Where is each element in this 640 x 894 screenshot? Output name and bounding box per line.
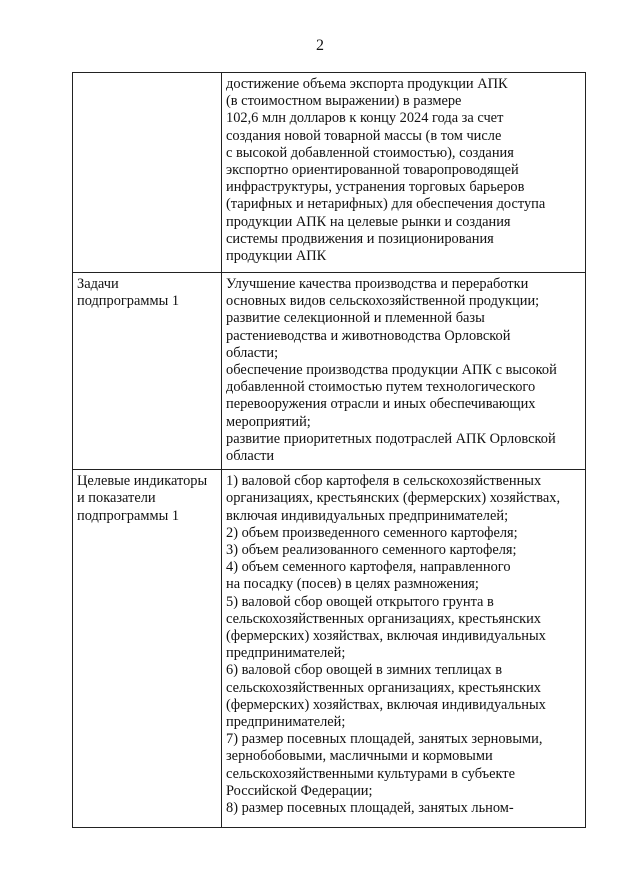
text-line: 102,6 млн долларов к концу 2024 года за счет xyxy=(226,110,504,127)
text-line: включая индивидуальных предпринимателей; xyxy=(226,507,509,524)
text-line: Российской Федерации; xyxy=(226,782,373,799)
table-row-indicators xyxy=(73,470,586,828)
text-line: достижение объема экспорта продукции АПК xyxy=(226,76,508,92)
row-label-empty xyxy=(73,73,222,273)
label-line: подпрограммы 1 xyxy=(77,507,180,524)
text-line: развитие приоритетных подотраслей АПК Орловской xyxy=(226,430,556,447)
text-line: сельскохозяйственными культурами в субъекте xyxy=(226,765,515,782)
text-line: добавленной стоимостью путем технологического xyxy=(226,379,536,396)
table-row-tasks xyxy=(73,273,586,470)
subprogram-passport-table xyxy=(72,72,586,828)
text-line: на посадку (посев) в целях размножения; xyxy=(226,576,479,593)
text-line: (тарифных и нетарифных) для обеспечения доступа xyxy=(226,196,546,213)
text-line: сельскохозяйственных организациях, крестьянских xyxy=(226,610,541,627)
text-line: с высокой добавленной стоимостью), создания xyxy=(226,144,514,161)
text-line: области xyxy=(226,448,275,465)
text-line: 7) размер посевных площадей, занятых зерновыми, xyxy=(226,731,543,748)
text-line: 5) валовой сбор овощей открытого грунта в xyxy=(226,593,494,610)
text-line: (в стоимостном выражении) в размере xyxy=(226,93,462,110)
text-line: продукции АПК xyxy=(226,248,327,265)
goal-continuation-text xyxy=(222,73,586,273)
text-line: растениеводства и животноводства Орловской xyxy=(226,327,511,344)
text-line: экспортно ориентированной товаропроводящей xyxy=(226,162,519,179)
text-line: Улучшение качества производства и переработки xyxy=(226,276,529,292)
text-line: основных видов сельскохозяйственной продукции; xyxy=(226,293,540,310)
text-line: 2) объем произведенного семенного картофеля; xyxy=(226,524,518,541)
table-row-goal-continuation xyxy=(73,73,586,273)
text-line: области; xyxy=(226,344,279,361)
page-number: 2 xyxy=(316,37,324,54)
tasks-text xyxy=(222,273,586,470)
text-line: 3) объем реализованного семенного картофеля; xyxy=(226,542,517,559)
text-line: перевооружения отрасли и иных обеспечивающих xyxy=(226,396,536,413)
text-line: мероприятий; xyxy=(226,413,311,430)
text-line: продукции АПК на целевые рынки и создания xyxy=(226,213,511,230)
text-line: 4) объем семенного картофеля, направленного xyxy=(226,559,511,576)
text-line: предпринимателей; xyxy=(226,645,346,662)
text-line: инфраструктуры, устранения торговых барьеров xyxy=(226,179,525,196)
text-line: предпринимателей; xyxy=(226,714,346,731)
indicators-text xyxy=(222,470,586,828)
text-line: развитие селекционной и племенной базы xyxy=(226,310,485,327)
row-label-indicators xyxy=(73,470,222,828)
text-line: сельскохозяйственных организациях, крестьянских xyxy=(226,679,541,696)
text-line: организациях, крестьянских (фермерских) хозяйствах, xyxy=(226,490,561,507)
text-line: обеспечение производства продукции АПК с высокой xyxy=(226,362,557,379)
text-line: (фермерских) хозяйствах, включая индивидуальных xyxy=(226,696,546,713)
text-line: (фермерских) хозяйствах, включая индивидуальных xyxy=(226,628,546,645)
text-line: системы продвижения и позиционирования xyxy=(226,230,494,247)
text-line: зернобобовыми, масличными и кормовыми xyxy=(226,748,493,765)
text-line: создания новой товарной массы (в том числе xyxy=(226,127,502,144)
label-line: Целевые индикаторы xyxy=(77,473,208,490)
label-line: подпрограммы 1 xyxy=(77,293,180,310)
label-line: Задачи xyxy=(77,276,119,292)
text-line: 1) валовой сбор картофеля в сельскохозяйственных xyxy=(226,473,542,490)
text-line: 6) валовой сбор овощей в зимних теплицах в xyxy=(226,662,503,679)
label-line: и показатели xyxy=(77,490,156,507)
row-label-tasks xyxy=(73,273,222,470)
text-line: 8) размер посевных площадей, занятых льном- xyxy=(226,800,514,817)
